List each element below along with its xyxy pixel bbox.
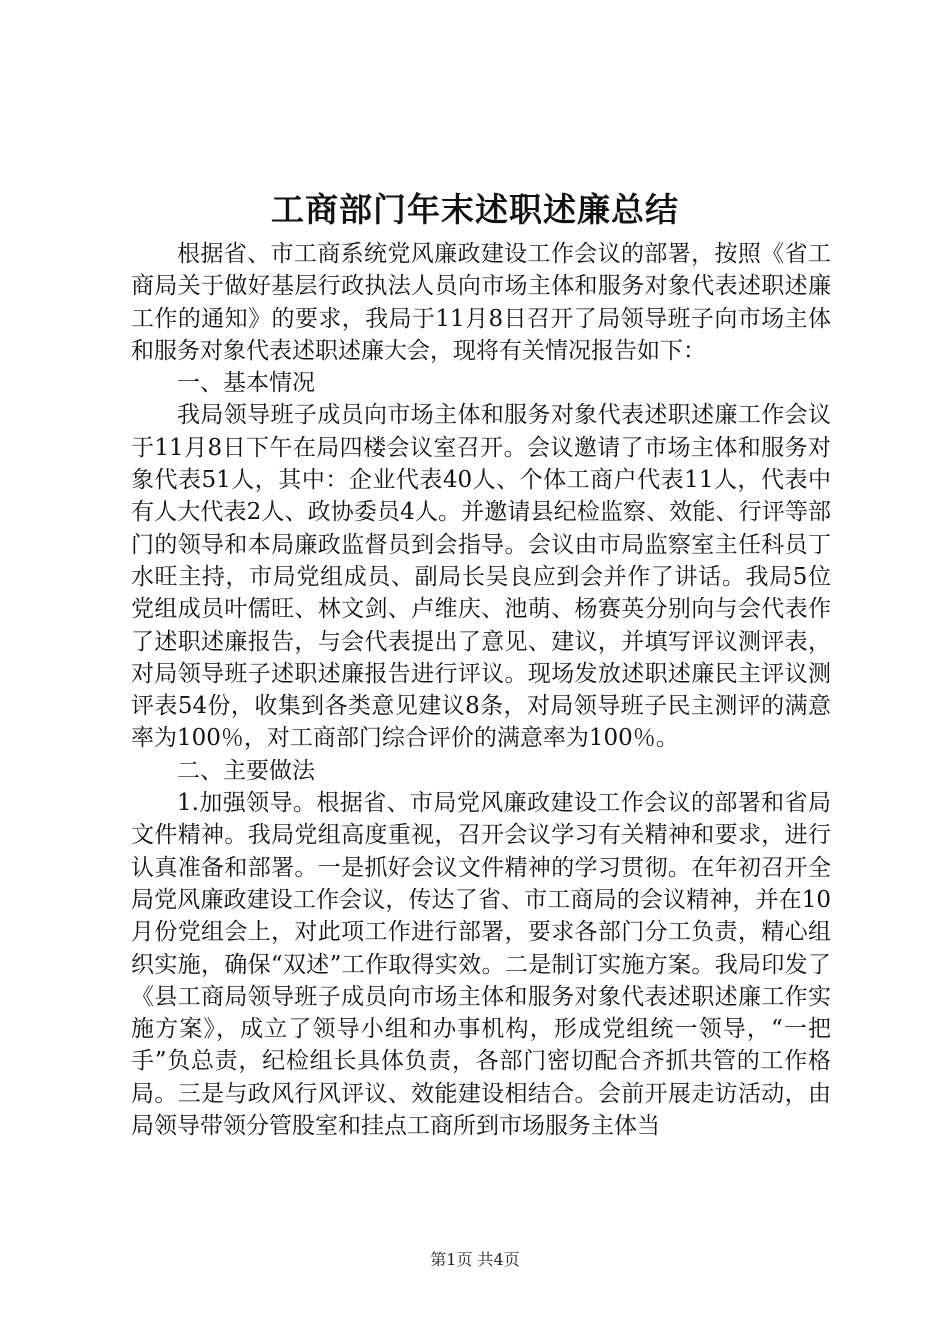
section-heading-main-practices: 二、主要做法 <box>177 757 315 784</box>
document-body <box>131 238 831 1142</box>
paragraph-intro: 根据省、市工商系统党风廉政建设工作会议的部署，按照《省工商局关于做好基层行政执法人员向市场主体和服务对象代表述职述廉工作的通知》的要求，我局于11月8日召开了局领导班子向市场主体和服务对象代表述职述廉大会，现将有关情况报告如下： <box>131 241 831 364</box>
section-heading-basic-situation: 一、基本情况 <box>177 370 315 397</box>
document-title: 工商部门年末述职述廉总结 <box>271 190 679 229</box>
paragraph-basic-situation: 我局领导班子成员向市场主体和服务对象代表述职述廉工作会议于11月8日下午在局四楼会议室召开。会议邀请了市场主体和服务对象代表51人，其中：企业代表40人、个体工商户代表11人，代表中有人大代表2人、政协委员4人。并邀请县纪检监察、效能、行评等部门的领导和本局廉政监督员到会指导。会议由市局监察室主任科员丁水旺主持，市局党组成员、副局长吴良应到会并作了讲话。我局5位党组成员叶儒旺、林文剑、卢维庆、池萌、杨赛英分别向与会代表作了述职述廉报告，与会代表提出了意见、建议，并填写评议测评表，对局领导班子述职述廉报告进行评议。现场发放述职述廉民主评议测评表54份，收集到各类意见建议8条，对局领导班子民主测评的满意率为100％，对工商部门综合评价的满意率为100％。 <box>131 402 831 752</box>
page-footer: 第1页 共4页 <box>430 1250 520 1269</box>
paragraph-strengthen-leadership: 1.加强领导。根据省、市局党风廉政建设工作会议的部署和省局文件精神。我局党组高度重视，召开会议学习有关精神和要求，进行认真准备和部署。一是抓好会议文件精神的学习贯彻。在年初召开全局党风廉政建设工作会议，传达了省、市工商局的会议精神，并在10月份党组会上，对此项工作进行部署，要求各部门分工负责，精心组织实施，确保“双述”工作取得实效。二是制订实施方案。我局印发了《县工商局领导班子成员向市场主体和服务对象代表述职述廉工作实施方案》，成立了领导小组和办事机构，形成党组统一领导，“一把手”负总责，纪检组长具体负责，各部门密切配合齐抓共管的工作格局。三是与政风行风评议、效能建设相结合。会前开展走访活动，由局领导带领分管股室和挂点工商所到市场服务主体当 <box>131 790 831 1140</box>
